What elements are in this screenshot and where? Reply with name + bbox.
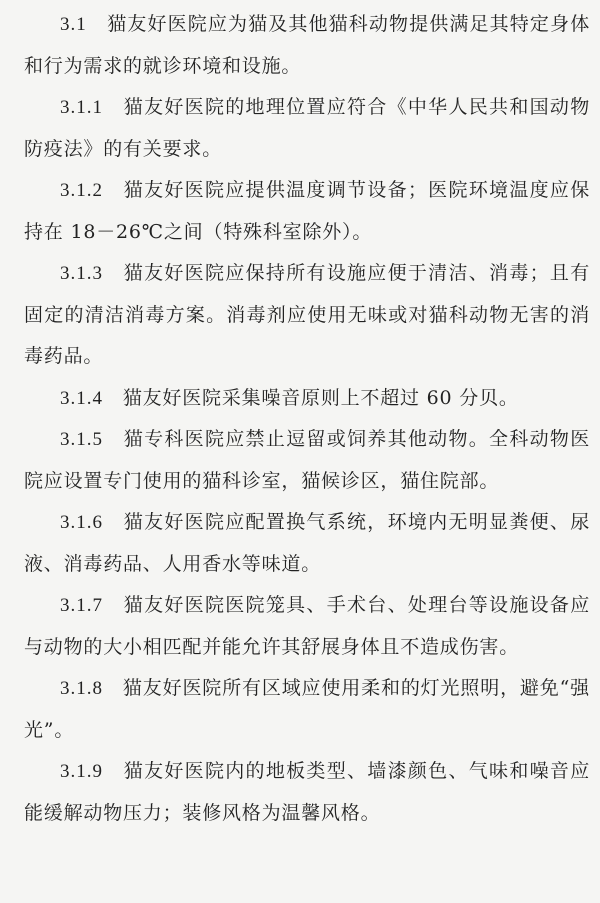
paragraph-3-1-8 bbox=[24, 668, 590, 751]
clause-text: 猫友好医院采集噪音原则上不超过 60 分贝。 bbox=[122, 386, 519, 409]
clause-text: 猫友好医院应为猫及其他猫科动物提供满足其特定身体和行为需求的就诊环境和设施。 bbox=[24, 13, 590, 77]
clause-text: 猫友好医院医院笼具、手术台、处理台等设施设备应与动物的大小相匹配并能允许其舒展身体且不造成伤害。 bbox=[24, 594, 590, 658]
clause-number: 3.1.4 bbox=[60, 387, 103, 409]
paragraph-3-1-3 bbox=[24, 253, 590, 378]
clause-text: 猫友好医院内的地板类型、墙漆颜色、气味和噪音应能缓解动物压力；装修风格为温馨风格。 bbox=[24, 760, 590, 824]
clause-text: 猫友好医院所有区域应使用柔和的灯光照明，避免“强光”。 bbox=[24, 677, 590, 741]
clause-text: 猫友好医院应配置换气系统，环境内无明显粪便、尿液、消毒药品、人用香水等味道。 bbox=[24, 511, 590, 575]
clause-number: 3.1.7 bbox=[60, 595, 103, 616]
paragraph-3-1 bbox=[24, 4, 590, 87]
clause-text: 猫友好医院应提供温度调节设备；医院环境温度应保持在 18－26℃之间（特殊科室除外）。 bbox=[24, 179, 590, 243]
clause-number: 3.1.2 bbox=[60, 180, 103, 201]
clause-text: 猫友好医院的地理位置应符合《中华人民共和国动物防疫法》的有关要求。 bbox=[24, 96, 590, 160]
clause-text: 猫专科医院应禁止逗留或饲养其他动物。全科动物医院应设置专门使用的猫科诊室，猫候诊区，猫住院部。 bbox=[24, 428, 590, 492]
paragraph-3-1-2 bbox=[24, 170, 590, 253]
paragraph-3-1-1 bbox=[24, 87, 590, 170]
clause-number: 3.1.1 bbox=[60, 97, 103, 118]
clause-text: 猫友好医院应保持所有设施应便于清洁、消毒；且有固定的清洁消毒方案。消毒剂应使用无味或对猫科动物无害的消毒药品。 bbox=[24, 262, 590, 367]
paragraph-3-1-6 bbox=[24, 502, 590, 585]
clause-number: 3.1.3 bbox=[60, 263, 103, 284]
paragraph-3-1-9 bbox=[24, 751, 590, 834]
clause-number: 3.1.9 bbox=[60, 761, 103, 782]
clause-number: 3.1.6 bbox=[60, 512, 103, 533]
clause-number: 3.1 bbox=[60, 14, 87, 35]
paragraph-3-1-7 bbox=[24, 585, 590, 668]
clause-number: 3.1.5 bbox=[60, 429, 103, 450]
paragraph-3-1-4 bbox=[24, 378, 590, 420]
document-body bbox=[24, 4, 590, 834]
clause-number: 3.1.8 bbox=[60, 678, 103, 699]
paragraph-3-1-5 bbox=[24, 419, 590, 502]
